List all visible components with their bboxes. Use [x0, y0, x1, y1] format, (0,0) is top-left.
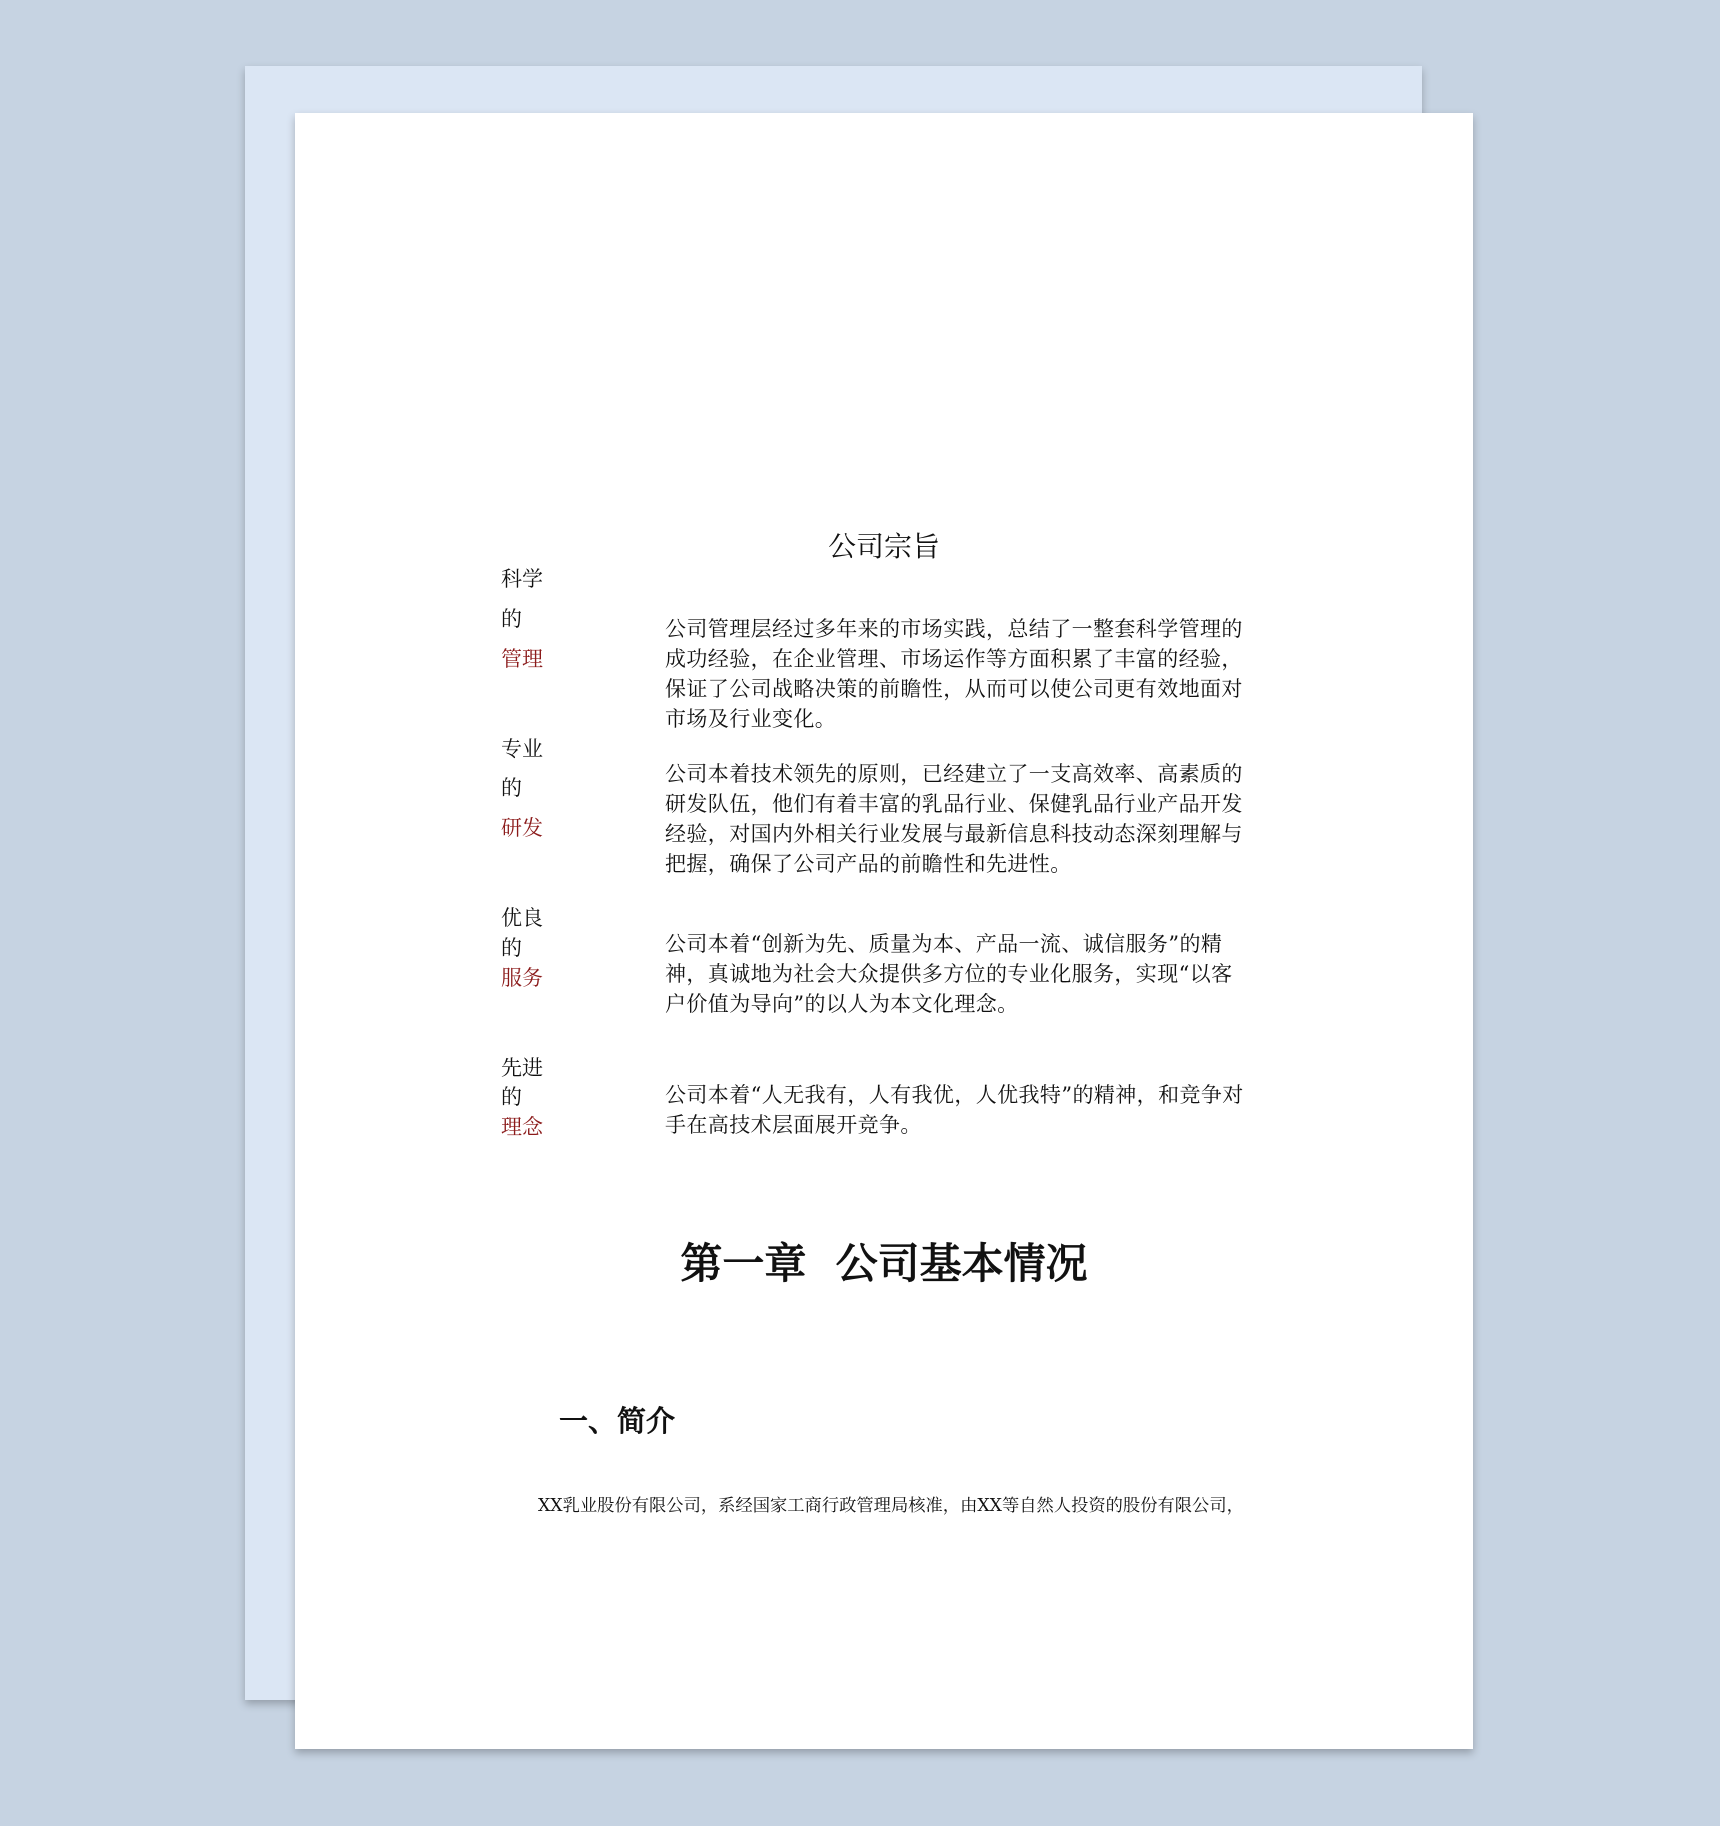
document-page	[295, 113, 1473, 1749]
chapter-heading: 第一章 公司基本情况	[680, 1239, 1088, 1288]
tenet-paragraph-2: 公司本着技术领先的原则，已经建立了一支高效率、高素质的研发队伍，他们有着丰富的乳品行业、保健乳品行业产品开发经验，对国内外相关行业发展与最新信息科技动态深刻理解与把握，确保了公司产品的前瞻性和先进性。	[665, 762, 1243, 876]
tenet-label-2b: 的	[501, 776, 522, 800]
tenet-label-4c: 理念	[501, 1115, 543, 1139]
tenet-label-3b: 的	[501, 936, 522, 960]
tenet-label-4b: 的	[501, 1085, 522, 1109]
page-title: 公司宗旨	[827, 530, 940, 563]
tenet-label-2c: 研发	[501, 816, 543, 840]
tenet-label-1b: 的	[501, 607, 522, 631]
tenet-paragraph-1: 公司管理层经过多年来的市场实践，总结了一整套科学管理的成功经验，在企业管理、市场运作等方面积累了丰富的经验，保证了公司战略决策的前瞻性，从而可以使公司更有效地面对市场及行业变化。	[665, 617, 1243, 731]
intro-paragraph: XX乳业股份有限公司，系经国家工商行政管理局核准，由XX等自然人投资的股份有限公司，	[538, 1496, 1244, 1516]
tenet-paragraph-4: 公司本着“人无我有，人有我优，人优我特”的精神，和竞争对手在高技术层面展开竞争。	[665, 1083, 1244, 1137]
tenet-paragraph-3: 公司本着“创新为先、质量为本、产品一流、诚信服务”的精神，真诚地为社会大众提供多方位的专业化服务，实现“以客户价值为导向”的以人为本文化理念。	[665, 932, 1233, 1016]
tenet-label-1c: 管理	[501, 647, 543, 671]
tenet-label-2a: 专业	[501, 737, 543, 761]
tenet-label-1a: 科学	[501, 567, 543, 591]
section-heading: 一、简介	[559, 1404, 676, 1438]
tenet-label-4a: 先进	[501, 1056, 543, 1080]
tenet-label-3c: 服务	[501, 966, 543, 990]
tenet-label-3a: 优良	[501, 906, 543, 930]
